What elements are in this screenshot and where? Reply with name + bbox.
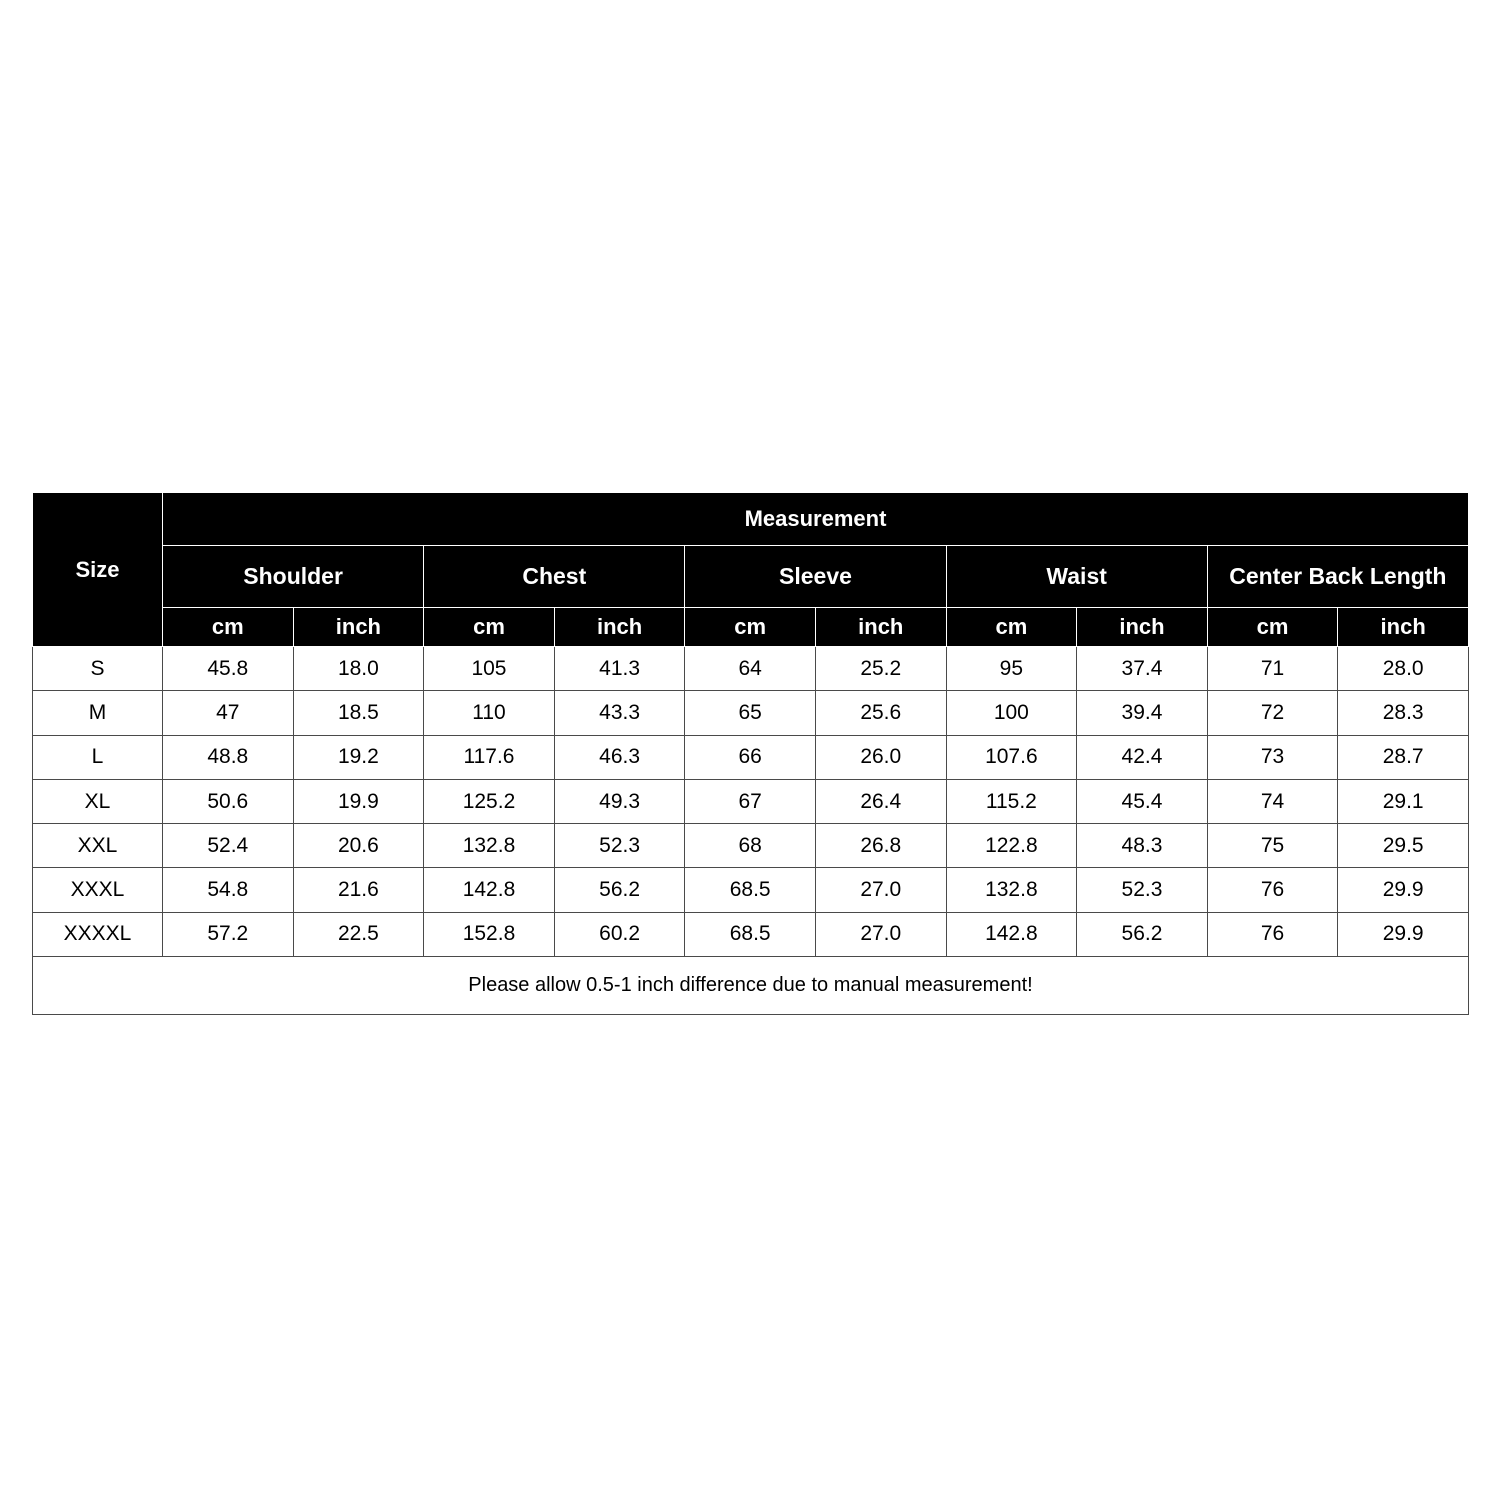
table-row bbox=[33, 824, 1469, 868]
value-cell: 107.6 bbox=[946, 735, 1077, 779]
value-cell: 64 bbox=[685, 647, 816, 691]
value-cell: 142.8 bbox=[946, 912, 1077, 956]
value-cell: 21.6 bbox=[293, 868, 424, 912]
value-cell: 132.8 bbox=[424, 824, 555, 868]
footnote: Please allow 0.5-1 inch difference due to manual measurement! bbox=[33, 957, 1469, 1015]
value-cell: 110 bbox=[424, 691, 555, 735]
value-cell: 68.5 bbox=[685, 868, 816, 912]
unit-header: cm bbox=[163, 608, 294, 647]
value-cell: 76 bbox=[1207, 912, 1338, 956]
value-cell: 60.2 bbox=[554, 912, 685, 956]
value-cell: 26.4 bbox=[815, 779, 946, 823]
value-cell: 27.0 bbox=[815, 912, 946, 956]
value-cell: 42.4 bbox=[1077, 735, 1208, 779]
unit-header: inch bbox=[554, 608, 685, 647]
value-cell: 29.5 bbox=[1338, 824, 1469, 868]
unit-header: cm bbox=[685, 608, 816, 647]
value-cell: 18.0 bbox=[293, 647, 424, 691]
table-row bbox=[33, 691, 1469, 735]
table-row bbox=[33, 779, 1469, 823]
size-cell: M bbox=[33, 691, 163, 735]
group-header-0: Shoulder bbox=[163, 546, 424, 608]
value-cell: 39.4 bbox=[1077, 691, 1208, 735]
value-cell: 72 bbox=[1207, 691, 1338, 735]
group-header-1: Chest bbox=[424, 546, 685, 608]
value-cell: 41.3 bbox=[554, 647, 685, 691]
value-cell: 117.6 bbox=[424, 735, 555, 779]
value-cell: 19.9 bbox=[293, 779, 424, 823]
value-cell: 56.2 bbox=[1077, 912, 1208, 956]
value-cell: 54.8 bbox=[163, 868, 294, 912]
unit-header: inch bbox=[1338, 608, 1469, 647]
value-cell: 28.7 bbox=[1338, 735, 1469, 779]
value-cell: 122.8 bbox=[946, 824, 1077, 868]
value-cell: 29.9 bbox=[1338, 868, 1469, 912]
unit-header: inch bbox=[293, 608, 424, 647]
value-cell: 105 bbox=[424, 647, 555, 691]
value-cell: 100 bbox=[946, 691, 1077, 735]
value-cell: 65 bbox=[685, 691, 816, 735]
value-cell: 152.8 bbox=[424, 912, 555, 956]
size-cell: L bbox=[33, 735, 163, 779]
unit-header: cm bbox=[946, 608, 1077, 647]
value-cell: 68 bbox=[685, 824, 816, 868]
value-cell: 56.2 bbox=[554, 868, 685, 912]
value-cell: 67 bbox=[685, 779, 816, 823]
value-cell: 29.9 bbox=[1338, 912, 1469, 956]
value-cell: 48.3 bbox=[1077, 824, 1208, 868]
size-cell: XXL bbox=[33, 824, 163, 868]
value-cell: 48.8 bbox=[163, 735, 294, 779]
value-cell: 28.3 bbox=[1338, 691, 1469, 735]
table-row bbox=[33, 647, 1469, 691]
value-cell: 19.2 bbox=[293, 735, 424, 779]
value-cell: 46.3 bbox=[554, 735, 685, 779]
value-cell: 47 bbox=[163, 691, 294, 735]
value-cell: 52.4 bbox=[163, 824, 294, 868]
value-cell: 37.4 bbox=[1077, 647, 1208, 691]
value-cell: 28.0 bbox=[1338, 647, 1469, 691]
value-cell: 132.8 bbox=[946, 868, 1077, 912]
table-row bbox=[33, 912, 1469, 956]
value-cell: 71 bbox=[1207, 647, 1338, 691]
size-chart-table bbox=[32, 492, 1469, 1015]
value-cell: 52.3 bbox=[1077, 868, 1208, 912]
value-cell: 57.2 bbox=[163, 912, 294, 956]
value-cell: 45.8 bbox=[163, 647, 294, 691]
value-cell: 142.8 bbox=[424, 868, 555, 912]
value-cell: 73 bbox=[1207, 735, 1338, 779]
value-cell: 27.0 bbox=[815, 868, 946, 912]
value-cell: 74 bbox=[1207, 779, 1338, 823]
unit-header: inch bbox=[1077, 608, 1208, 647]
value-cell: 115.2 bbox=[946, 779, 1077, 823]
group-header-4: Center Back Length bbox=[1207, 546, 1468, 608]
group-header-2: Sleeve bbox=[685, 546, 946, 608]
value-cell: 20.6 bbox=[293, 824, 424, 868]
value-cell: 18.5 bbox=[293, 691, 424, 735]
value-cell: 49.3 bbox=[554, 779, 685, 823]
table-row bbox=[33, 868, 1469, 912]
value-cell: 125.2 bbox=[424, 779, 555, 823]
measurement-header: Measurement bbox=[163, 493, 1469, 546]
value-cell: 26.0 bbox=[815, 735, 946, 779]
value-cell: 95 bbox=[946, 647, 1077, 691]
size-cell: XXXXL bbox=[33, 912, 163, 956]
value-cell: 26.8 bbox=[815, 824, 946, 868]
unit-header: cm bbox=[424, 608, 555, 647]
unit-header: inch bbox=[815, 608, 946, 647]
table-row bbox=[33, 735, 1469, 779]
size-cell: S bbox=[33, 647, 163, 691]
group-header-3: Waist bbox=[946, 546, 1207, 608]
value-cell: 52.3 bbox=[554, 824, 685, 868]
size-column-header: Size bbox=[33, 493, 163, 647]
value-cell: 68.5 bbox=[685, 912, 816, 956]
value-cell: 22.5 bbox=[293, 912, 424, 956]
size-cell: XL bbox=[33, 779, 163, 823]
value-cell: 76 bbox=[1207, 868, 1338, 912]
value-cell: 66 bbox=[685, 735, 816, 779]
value-cell: 75 bbox=[1207, 824, 1338, 868]
value-cell: 25.2 bbox=[815, 647, 946, 691]
value-cell: 45.4 bbox=[1077, 779, 1208, 823]
value-cell: 50.6 bbox=[163, 779, 294, 823]
value-cell: 43.3 bbox=[554, 691, 685, 735]
value-cell: 29.1 bbox=[1338, 779, 1469, 823]
value-cell: 25.6 bbox=[815, 691, 946, 735]
size-cell: XXXL bbox=[33, 868, 163, 912]
unit-header: cm bbox=[1207, 608, 1338, 647]
